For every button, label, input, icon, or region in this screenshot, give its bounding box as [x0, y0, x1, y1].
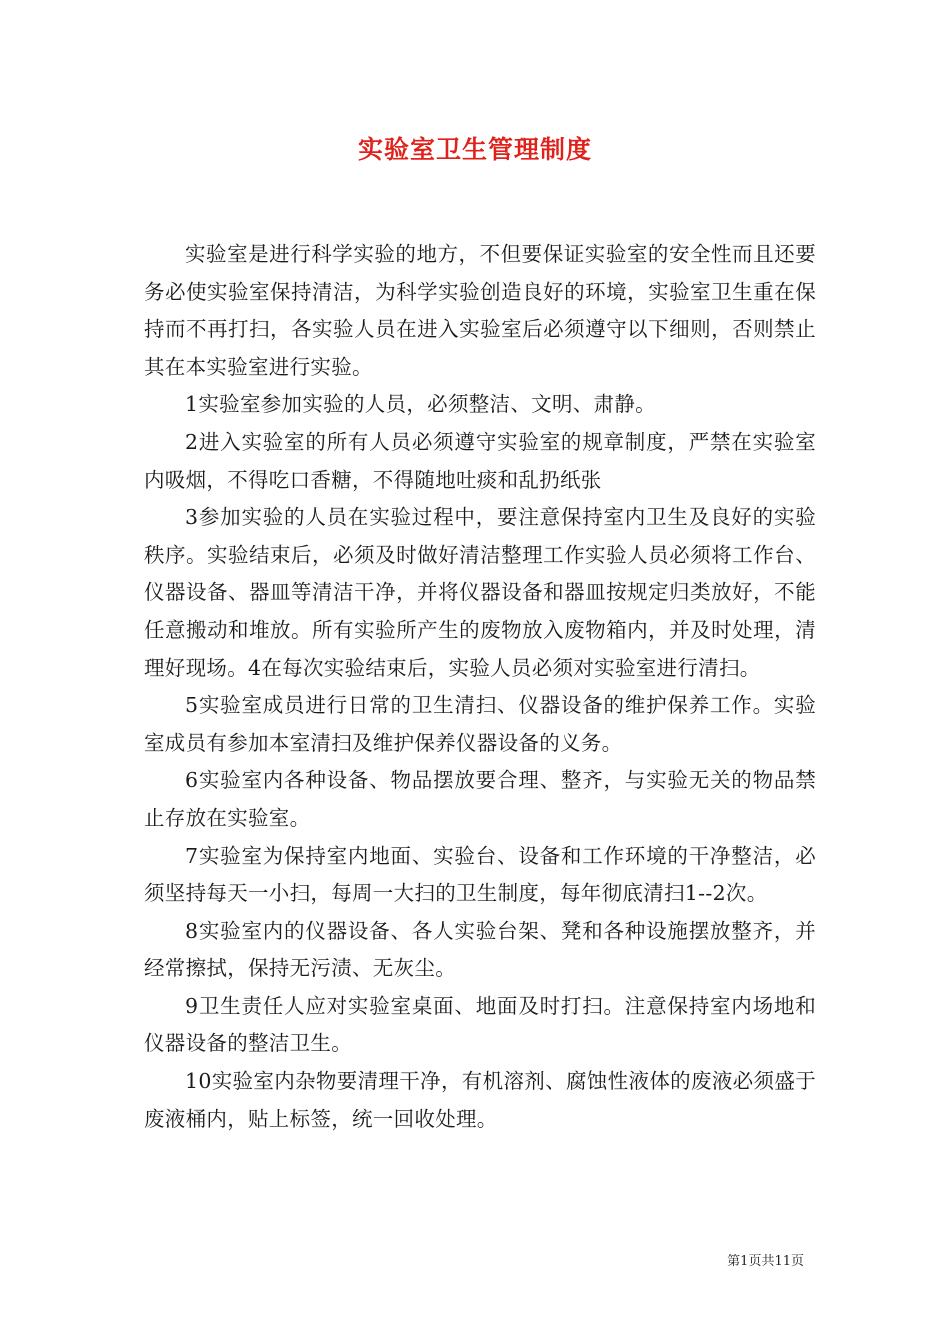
rule-paragraph-3: 3参加实验的人员在实验过程中，要注意保持室内卫生及良好的实验秩序。实验结束后，必须及时做好清洁整理工作实验人员必须将工作台、仪器设备、器皿等清洁干净，并将仪器设备和器皿按规定归类放好，不能任意搬动和堆放。所有实验所产生的废物放入废物箱内，并及时处理，清理好现场。4在每次实验结束后，实验人员必须对实验室进行清扫。	[144, 505, 816, 680]
rule-paragraph-5: 5实验室成员进行日常的卫生清扫、仪器设备的维护保养工作。实验室成员有参加本室清扫及维护保养仪器设备的义务。	[144, 693, 816, 755]
rule-paragraph-7: 7实验室为保持室内地面、实验台、设备和工作环境的干净整洁，必须坚持每天一小扫，每周一大扫的卫生制度，每年彻底清扫1--2次。	[144, 843, 816, 906]
page-number-footer: 第1页共11页	[727, 1254, 804, 1269]
rule-paragraph-1: 1实验室参加实验的人员，必须整洁、文明、肃静。	[185, 392, 656, 417]
intro-paragraph: 实验室是进行科学实验的地方，不但要保证实验室的安全性而且还要务必使实验室保持清洁，为科学实验创造良好的环境，实验室卫生重在保持而不再打扫，各实验人员在进入实验室后必须遵守以下细则，否则禁止其在本实验室进行实验。	[144, 242, 816, 379]
page-title: 实验室卫生管理制度	[357, 135, 592, 164]
rule-paragraph-6: 6实验室内各种设备、物品摆放要合理、整齐，与实验无关的物品禁止存放在实验室。	[144, 768, 816, 830]
rule-paragraph-10: 10实验室内杂物要清理干净，有机溶剂、腐蚀性液体的废液必须盛于废液桶内，贴上标签，统一回收处理。	[144, 1069, 816, 1131]
rule-paragraph-9: 9卫生责任人应对实验室桌面、地面及时打扫。注意保持室内场地和仪器设备的整洁卫生。	[144, 993, 816, 1056]
document-body	[144, 236, 816, 1138]
rule-paragraph-2: 2进入实验室的所有人员必须遵守实验室的规章制度，严禁在实验室内吸烟，不得吃口香糖，不得随地吐痰和乱扔纸张	[144, 429, 816, 492]
rule-paragraph-8: 8实验室内的仪器设备、各人实验台架、凳和各种设施摆放整齐，并经常擦拭，保持无污渍、无灰尘。	[144, 918, 816, 981]
